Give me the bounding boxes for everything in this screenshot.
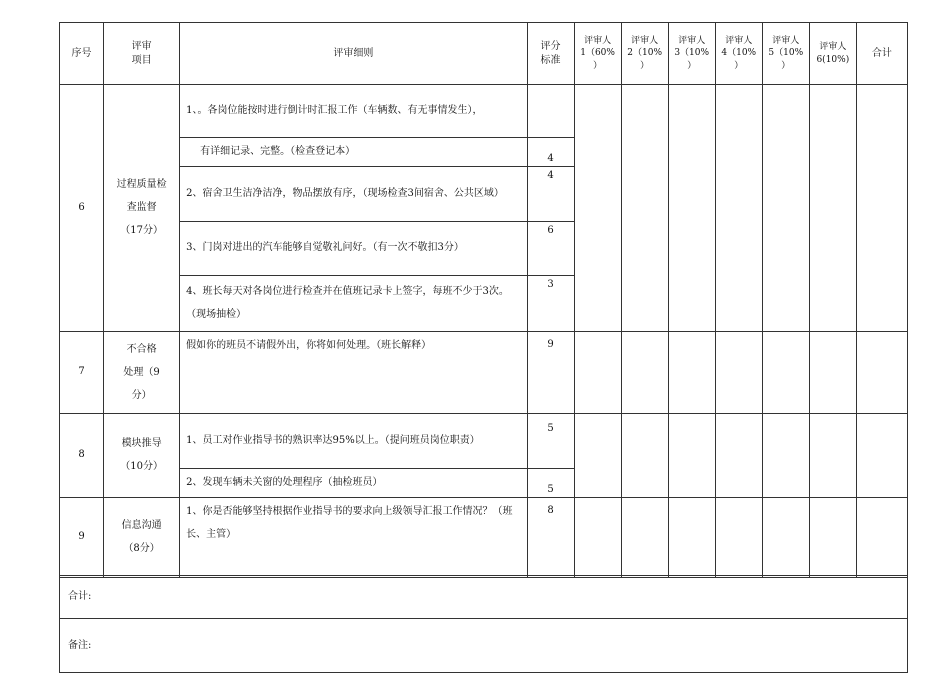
detail-cell: 1、你是否能够坚持根据作业指导书的要求向上级领导汇报工作情况？（班长、主管） <box>180 497 527 577</box>
score-cell: 5 <box>527 468 574 497</box>
detail-cell: 2、宿舍卫生洁净洁净，物品摆放有序，（现场检查3间宿舍、公共区域） <box>180 166 527 221</box>
detail-cell: 4、班长每天对各岗位进行检查并在值班记录卡上签字，每班不少于3次。（现场抽检） <box>180 275 527 331</box>
detail-cell: 1、。各岗位能按时进行倒计时汇报工作（车辆数、有无事情发生）， <box>180 85 527 138</box>
score-cell <box>527 85 574 138</box>
reviewer-2-cell[interactable] <box>621 331 668 413</box>
header-item: 评审 项目 <box>104 23 180 85</box>
score-cell: 4 <box>527 166 574 221</box>
reviewer-4-cell[interactable] <box>715 497 762 577</box>
header-reviewer-1: 评审人 1（60% ） <box>574 23 621 85</box>
detail-cell: 2、发现车辆未关窗的处理程序（抽检班员） <box>180 468 527 497</box>
row-seq: 9 <box>60 497 104 577</box>
row-seq: 7 <box>60 331 104 413</box>
reviewer-2-cell[interactable] <box>621 85 668 332</box>
total-label: 合计: <box>60 576 908 619</box>
reviewer-6-cell[interactable] <box>809 497 856 577</box>
reviewer-1-cell[interactable] <box>574 85 621 332</box>
reviewer-6-cell[interactable] <box>809 331 856 413</box>
reviewer-3-cell[interactable] <box>668 85 715 332</box>
total-cell[interactable] <box>856 85 907 332</box>
reviewer-1-cell[interactable] <box>574 497 621 577</box>
table-row <box>60 413 908 468</box>
score-cell: 3 <box>527 275 574 331</box>
reviewer-5-cell[interactable] <box>762 413 809 497</box>
reviewer-6-cell[interactable] <box>809 413 856 497</box>
reviewer-2-cell[interactable] <box>621 413 668 497</box>
score-cell: 8 <box>527 497 574 577</box>
reviewer-5-cell[interactable] <box>762 497 809 577</box>
reviewer-3-cell[interactable] <box>668 413 715 497</box>
detail-cell: 3、门岗对进出的汽车能够自觉敬礼问好。（有一次不敬扣3分） <box>180 221 527 275</box>
header-reviewer-2: 评审人 2（10% ） <box>621 23 668 85</box>
score-cell: 9 <box>527 331 574 413</box>
total-cell[interactable] <box>856 497 907 577</box>
row-seq: 6 <box>60 85 104 332</box>
review-table <box>59 22 908 578</box>
reviewer-4-cell[interactable] <box>715 85 762 332</box>
reviewer-1-cell[interactable] <box>574 331 621 413</box>
header-total: 合计 <box>856 23 907 85</box>
header-standard: 评分 标准 <box>527 23 574 85</box>
total-cell[interactable] <box>856 413 907 497</box>
row-item: 过程质量检 查监督 （17分） <box>104 85 180 332</box>
header-reviewer-6: 评审人 6(10%) <box>809 23 856 85</box>
row-item: 模块推导 （10分） <box>104 413 180 497</box>
header-row <box>60 23 908 85</box>
footer-table <box>59 575 908 673</box>
score-cell: 6 <box>527 221 574 275</box>
reviewer-4-cell[interactable] <box>715 413 762 497</box>
row-item: 信息沟通 （8分） <box>104 497 180 577</box>
row-item: 不合格 处理（9 分） <box>104 331 180 413</box>
header-reviewer-4: 评审人 4（10% ） <box>715 23 762 85</box>
header-reviewer-3: 评审人 3（10% ） <box>668 23 715 85</box>
detail-cell: 假如你的班员不请假外出，你将如何处理。（班长解释） <box>180 331 527 413</box>
header-seq: 序号 <box>60 23 104 85</box>
reviewer-5-cell[interactable] <box>762 85 809 332</box>
total-cell[interactable] <box>856 331 907 413</box>
header-detail: 评审细则 <box>180 23 527 85</box>
remark-label: 备注: <box>60 619 908 673</box>
reviewer-4-cell[interactable] <box>715 331 762 413</box>
detail-cell: 有详细记录、完整。（检查登记本） <box>180 138 527 167</box>
reviewer-1-cell[interactable] <box>574 413 621 497</box>
score-cell: 5 <box>527 413 574 468</box>
table-row <box>60 85 908 138</box>
header-reviewer-5: 评审人 5（10% ） <box>762 23 809 85</box>
reviewer-2-cell[interactable] <box>621 497 668 577</box>
reviewer-3-cell[interactable] <box>668 497 715 577</box>
reviewer-5-cell[interactable] <box>762 331 809 413</box>
reviewer-3-cell[interactable] <box>668 331 715 413</box>
table-row <box>60 497 908 577</box>
detail-cell: 1、员工对作业指导书的熟识率达95%以上。（提问班员岗位职责） <box>180 413 527 468</box>
reviewer-6-cell[interactable] <box>809 85 856 332</box>
row-seq: 8 <box>60 413 104 497</box>
score-cell: 4 <box>527 138 574 167</box>
table-row <box>60 331 908 413</box>
